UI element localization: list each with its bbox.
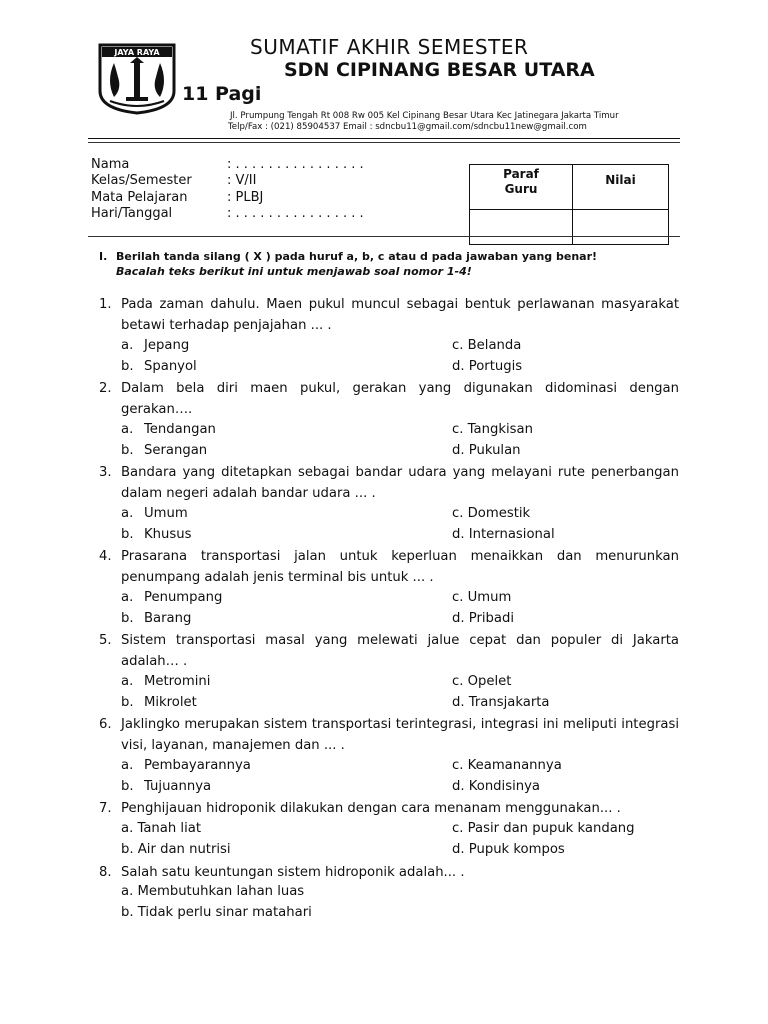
option-text: Tendangan [144,422,216,437]
school-contact: Telp/Fax : (021) 85904537 Email : sdncbu11@gmail.com/sdncbu11new@gmail.com [228,122,587,132]
q6-option-c[interactable]: c. Keamanannya [452,758,562,773]
q2-option-a[interactable] [121,422,216,437]
question-3 [99,462,679,504]
field-label-nama: Nama [91,157,130,172]
field-value-tanggal: : . . . . . . . . . . . . . . . . [227,206,364,221]
option-letter: a. [121,674,134,689]
question-number: 5. [99,633,112,648]
q6-option-b[interactable] [121,779,211,794]
instruction-text: Berilah tanda silang ( X ) pada huruf a, b, c atau d pada jawaban yang benar! [116,250,598,263]
question-text: Sistem transportasi masal yang melewati jalue cepat dan populer di Jakarta adalah… . [121,633,679,669]
field-value-kelas: : V/II [227,173,257,188]
option-text: Khusus [144,527,192,542]
option-letter: b. [121,527,134,542]
q6-option-a[interactable] [121,758,251,773]
logo-text: JAYA RAYA [114,48,160,57]
question-number: 4. [99,549,112,564]
q5-option-d[interactable]: d. Transjakarta [452,695,550,710]
school-logo-icon [96,41,178,115]
option-text: Penumpang [144,590,223,605]
option-letter: b. [121,359,134,374]
q5-option-b[interactable] [121,695,197,710]
question-5 [99,630,679,672]
q8-option-b[interactable] [121,905,312,920]
q3-option-b[interactable] [121,527,191,542]
section-number: I. [99,250,108,263]
q4-option-b[interactable] [121,611,191,626]
field-value-nama: : . . . . . . . . . . . . . . . . [227,157,364,172]
instruction-line-2: Bacalah teks berikut ini untuk menjawab soal nomor 1-4! [116,265,472,278]
question-text: Jaklingko merupakan sistem transportasi terintegrasi, integrasi ini meliputi integrasi visi, layanan, manajemen dan ... . [121,717,679,753]
question-text: Dalam bela diri maen pukul, gerakan yang digunakan didominasi dengan gerakan…. [121,381,679,417]
q5-option-c[interactable]: c. Opelet [452,674,512,689]
option-text: Umum [144,506,188,521]
question-text: Penghijauan hidroponik dilakukan dengan cara menanam menggunakan... . [121,801,621,816]
option-letter: a. [121,590,134,605]
q1-option-a[interactable] [121,338,189,353]
q6-option-d[interactable]: d. Kondisinya [452,779,540,794]
question-number: 8. [99,865,112,880]
question-1 [99,294,679,336]
q1-option-c[interactable]: c. Belanda [452,338,522,353]
q1-option-d[interactable]: d. Portugis [452,359,523,374]
q3-option-a[interactable] [121,506,188,521]
nilai-cell [573,210,669,245]
option-text: Jepang [144,338,190,353]
question-number: 6. [99,717,112,732]
q4-option-a[interactable] [121,590,222,605]
question-number: 7. [99,801,112,816]
option-letter: a. [121,506,134,521]
guru-label: Guru [504,182,538,196]
option-letter: a. [121,884,134,899]
paraf-guru-header [470,165,573,210]
q7-option-d[interactable]: d. Pupuk kompos [452,842,565,857]
option-letter: a. [121,422,134,437]
q4-option-c[interactable]: c. Umum [452,590,512,605]
field-label-mapel: Mata Pelajaran [91,190,188,205]
question-8 [99,862,679,883]
field-label-kelas: Kelas/Semester [91,173,192,188]
question-number: 2. [99,381,112,396]
option-text: Spanyol [144,359,197,374]
q2-option-b[interactable] [121,443,207,458]
question-text: Bandara yang ditetapkan sebagai bandar udara yang melayani rute penerbangan dalam negeri adalah bandar udara ... . [121,465,679,501]
school-name: SDN CIPINANG BESAR UTARA [284,59,595,81]
option-text: Membutuhkan lahan luas [137,884,305,899]
question-6 [99,714,679,756]
question-text: Prasarana transportasi jalan untuk keperluan menaikkan dan menurunkan penumpang adalah jenis terminal bis untuk ... . [121,549,679,585]
fields-divider [88,236,680,237]
q7-option-c[interactable]: c. Pasir dan pupuk kandang [452,821,635,836]
option-letter: b. [121,695,134,710]
q8-option-a[interactable] [121,884,304,899]
q4-option-d[interactable]: d. Pribadi [452,611,515,626]
q2-option-c[interactable]: c. Tangkisan [452,422,533,437]
q7-option-a[interactable] [121,821,201,836]
option-letter: b. [121,905,134,920]
question-text: Pada zaman dahulu. Maen pukul muncul sebagai bentuk perlawanan masyarakat betawi terhadap penjajahan ... . [121,297,679,333]
question-text: Salah satu keuntungan sistem hidroponik adalah... . [121,865,465,880]
question-4 [99,546,679,588]
option-text: Pembayarannya [144,758,251,773]
q5-option-a[interactable] [121,674,210,689]
option-letter: a. [121,758,134,773]
school-address: Jl. Prumpung Tengah Rt 008 Rw 005 Kel Cipinang Besar Utara Kec Jatinegara Jakarta Timur [230,111,619,121]
nilai-header: Nilai [573,165,669,210]
option-text: Tanah liat [137,821,202,836]
school-name-suffix: 11 Pagi [182,83,262,105]
field-value-mapel: : PLBJ [227,190,264,205]
q1-option-b[interactable] [121,359,197,374]
option-text: Serangan [144,443,208,458]
option-letter: a. [121,821,134,836]
header-divider [88,138,680,139]
grade-box [469,164,669,245]
instruction-line-1 [99,250,597,263]
question-7 [99,798,679,819]
q3-option-c[interactable]: c. Domestik [452,506,531,521]
paraf-label: Paraf [503,167,539,181]
option-letter: b. [121,443,134,458]
option-text: Mikrolet [144,695,197,710]
header-divider-thin [88,142,680,143]
option-text: Air dan nutrisi [137,842,231,857]
option-letter: a. [121,338,134,353]
question-number: 1. [99,297,112,312]
option-text: Barang [144,611,192,626]
option-text: Tidak perlu sinar matahari [137,905,312,920]
question-number: 3. [99,465,112,480]
paraf-guru-cell [470,210,573,245]
option-letter: b. [121,611,134,626]
option-letter: b. [121,842,134,857]
option-text: Tujuannya [144,779,212,794]
exam-title: SUMATIF AKHIR SEMESTER [250,35,529,59]
field-label-tanggal: Hari/Tanggal [91,206,173,221]
option-text: Metromini [144,674,211,689]
q2-option-d[interactable]: d. Pukulan [452,443,521,458]
option-letter: b. [121,779,134,794]
question-2 [99,378,679,420]
q3-option-d[interactable]: d. Internasional [452,527,555,542]
q7-option-b[interactable] [121,842,231,857]
